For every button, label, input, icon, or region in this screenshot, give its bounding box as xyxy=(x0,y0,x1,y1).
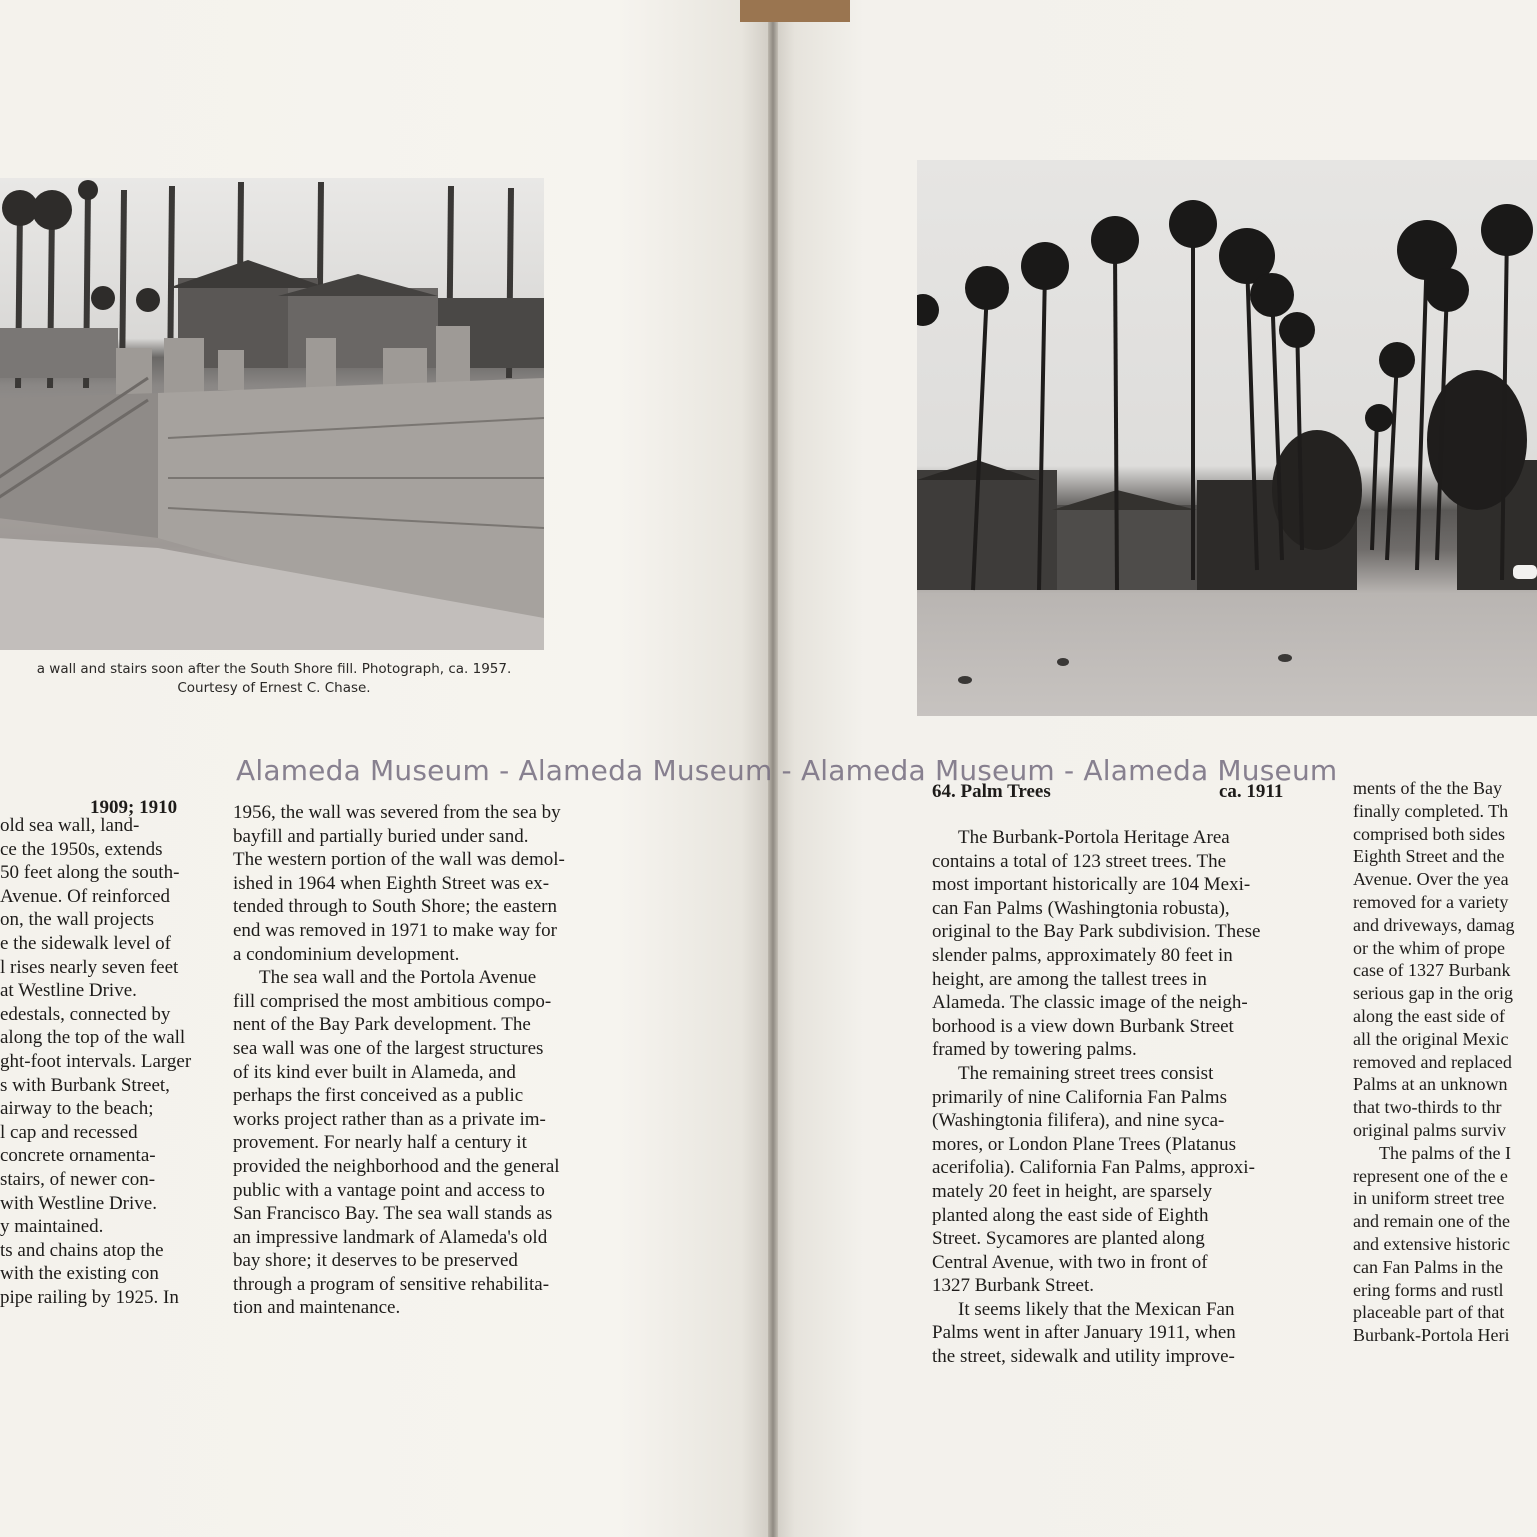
text-line: pipe railing by 1925. In xyxy=(0,1286,179,1308)
text-line: It seems likely that the Mexican Fan xyxy=(958,1298,1235,1320)
sea-wall-photo-caption xyxy=(0,660,548,698)
text-line: ce the 1950s, extends xyxy=(0,838,163,860)
text-line: provided the neighborhood and the general xyxy=(233,1155,560,1177)
palm-trees-photograph xyxy=(917,160,1537,716)
text-line: at Westline Drive. xyxy=(0,980,137,1002)
text-line: Palms went in after January 1911, when xyxy=(932,1322,1236,1344)
text-line: acerifolia). California Fan Palms, approxi- xyxy=(932,1157,1255,1179)
text-line: 50 feet along the south- xyxy=(0,862,180,884)
text-line: airway to the beach; xyxy=(0,1098,154,1120)
text-line: most important historically are 104 Mexi- xyxy=(932,874,1251,896)
text-line: bay shore; it deserves to be preserved xyxy=(233,1250,518,1272)
text-line: 1956, the wall was severed from the sea by xyxy=(233,802,561,823)
text-line: ts and chains atop the xyxy=(0,1239,164,1261)
text-line: can Fan Palms in the xyxy=(1353,1256,1503,1277)
text-line: framed by towering palms. xyxy=(932,1039,1137,1061)
text-line: y maintained. xyxy=(0,1216,104,1238)
text-line: ments of the the Bay xyxy=(1353,778,1502,798)
text-line: The sea wall and the Portola Avenue xyxy=(259,967,537,989)
text-line: Palms at an unknown xyxy=(1353,1074,1508,1095)
text-line: on, the wall projects xyxy=(0,909,155,931)
text-line: mores, or London Plane Trees (Platanus xyxy=(932,1133,1236,1155)
text-line: perhaps the first conceived as a public xyxy=(233,1085,524,1107)
text-line: tion and maintenance. xyxy=(233,1297,401,1319)
caption-line: Courtesy of Ernest C. Chase. xyxy=(177,680,371,696)
text-line: concrete ornamenta- xyxy=(0,1145,156,1167)
text-line: provement. For nearly half a century it xyxy=(233,1132,527,1154)
text-line: old sea wall, land- xyxy=(0,815,140,836)
sea-wall-photograph xyxy=(0,178,544,650)
text-line: Avenue. Of reinforced xyxy=(0,885,171,907)
table-surface xyxy=(740,0,850,22)
text-line: primarily of nine California Fan Palms xyxy=(932,1086,1227,1108)
text-line: bayfill and partially buried under sand. xyxy=(233,825,529,847)
text-line: and extensive historic xyxy=(1353,1233,1510,1254)
text-line: borhood is a view down Burbank Street xyxy=(932,1015,1234,1037)
text-line: San Francisco Bay. The sea wall stands as xyxy=(233,1203,553,1225)
text-line: placeable part of that xyxy=(1353,1302,1505,1323)
left-page-column-1 xyxy=(0,814,191,1309)
text-line: ght-foot intervals. Larger xyxy=(0,1050,192,1072)
text-line: an impressive landmark of Alameda's old xyxy=(233,1226,548,1248)
entry-dates: 1909; 1910 xyxy=(90,797,178,818)
text-line: public with a vantage point and access to xyxy=(233,1179,545,1201)
text-line: the street, sidewalk and utility improve- xyxy=(932,1346,1235,1368)
text-line: and driveways, damag xyxy=(1353,914,1515,935)
text-line: Burbank-Portola Heri xyxy=(1353,1325,1510,1346)
text-line: removed and replaced xyxy=(1353,1051,1512,1072)
museum-watermark: Alameda Museum - Alameda Museum - Alameda Museum - Alameda Museum xyxy=(236,754,1338,787)
text-line: nent of the Bay Park development. The xyxy=(233,1014,531,1036)
text-line: edestals, connected by xyxy=(0,1003,171,1025)
text-line: fill comprised the most ambitious compo- xyxy=(233,990,552,1012)
text-line: original palms surviv xyxy=(1353,1119,1506,1140)
text-line: s with Burbank Street, xyxy=(0,1074,170,1096)
text-line: planted along the east side of Eighth xyxy=(932,1204,1209,1226)
text-line: removed for a variety xyxy=(1353,891,1509,912)
right-page-column-1 xyxy=(932,826,1260,1369)
text-line: Street. Sycamores are planted along xyxy=(932,1228,1205,1250)
text-line: case of 1327 Burbank xyxy=(1353,960,1511,981)
text-line: with the existing con xyxy=(0,1263,159,1285)
text-line: through a program of sensitive rehabilita- xyxy=(233,1273,550,1295)
caption-line: a wall and stairs soon after the South Shore fill. Photograph, ca. 1957. xyxy=(36,661,512,677)
text-line: mately 20 feet in height, are sparsely xyxy=(932,1180,1213,1202)
text-line: in uniform street tree xyxy=(1353,1188,1505,1209)
text-line: e the sidewalk level of xyxy=(0,932,171,954)
text-line: and remain one of the xyxy=(1353,1211,1510,1232)
text-line: along the east side of xyxy=(1353,1005,1505,1026)
text-line: height, are among the tallest trees in xyxy=(932,968,1207,990)
text-line: Avenue. Over the yea xyxy=(1353,869,1509,890)
text-line: ished in 1964 when Eighth Street was ex- xyxy=(233,872,550,894)
text-line: 1327 Burbank Street. xyxy=(932,1275,1095,1297)
text-line: or the whim of prope xyxy=(1353,937,1505,958)
text-line: original to the Bay Park subdivision. These xyxy=(932,921,1261,943)
text-line: (Washingtonia filifera), and nine syca- xyxy=(932,1110,1225,1132)
left-page-column-2 xyxy=(233,801,565,1320)
text-line: serious gap in the orig xyxy=(1353,983,1513,1004)
text-line: of its kind ever built in Alameda, and xyxy=(233,1061,516,1083)
text-line: along the top of the wall xyxy=(0,1027,186,1049)
text-line: tended through to South Shore; the eastern xyxy=(233,896,557,918)
entry-date: ca. 1911 xyxy=(1219,781,1284,802)
text-line: can Fan Palms (Washingtonia robusta), xyxy=(932,897,1230,919)
text-line: with Westline Drive. xyxy=(0,1192,157,1214)
right-page-column-2 xyxy=(1353,777,1514,1347)
text-line: The Burbank-Portola Heritage Area xyxy=(958,827,1230,848)
text-line: l cap and recessed xyxy=(0,1121,138,1143)
text-line: Alameda. The classic image of the neigh- xyxy=(932,992,1248,1014)
text-line: slender palms, approximately 80 feet in xyxy=(932,944,1233,966)
text-line: The remaining street trees consist xyxy=(958,1062,1214,1084)
text-line: Eighth Street and the xyxy=(1353,846,1505,867)
text-line: sea wall was one of the largest structures xyxy=(233,1037,544,1059)
text-line: that two-thirds to thr xyxy=(1353,1097,1502,1118)
entry-title: 64. Palm Trees xyxy=(932,781,1051,802)
text-line: works project rather than as a private im- xyxy=(233,1108,546,1130)
text-line: The palms of the I xyxy=(1379,1142,1511,1163)
text-line: ering forms and rustl xyxy=(1353,1279,1504,1300)
text-line: stairs, of newer con- xyxy=(0,1168,156,1190)
text-line: end was removed in 1971 to make way for xyxy=(233,919,557,941)
text-line: all the original Mexic xyxy=(1353,1028,1509,1049)
text-line: a condominium development. xyxy=(233,943,460,965)
text-line: contains a total of 123 street trees. The xyxy=(932,850,1227,872)
text-line: represent one of the e xyxy=(1353,1165,1508,1186)
text-line: The western portion of the wall was demol- xyxy=(233,849,565,871)
text-line: finally completed. Th xyxy=(1353,800,1509,821)
text-line: Central Avenue, with two in front of xyxy=(932,1251,1208,1273)
text-line: l rises nearly seven feet xyxy=(0,956,179,978)
text-line: comprised both sides xyxy=(1353,823,1505,844)
